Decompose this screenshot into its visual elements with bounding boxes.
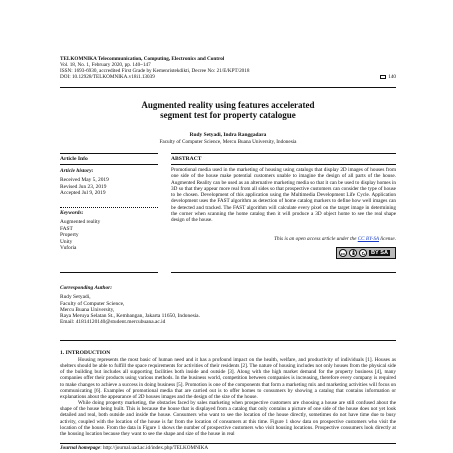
cc-icon: cc: [340, 250, 346, 256]
author-address: Raya Meruya Selatan St., Kembangan, Jakarta 11650, Indonesia.: [60, 313, 200, 320]
authors: Rudy Setyadi, Indra Ranggadara: [189, 132, 267, 138]
intro-paragraph-2: While doing property marketing, the obstacles faced by sales marketing when prospective customers are choosing a house are still confused about the shape of the house being built. This is because the house that is displayed from a catalog that only contains a picture of one side of the house does not yet look detailed and real, both outside and inside the house. Consumers who want to see the location of the house directly, sometimes do not have time due to busy activity, coupled with the location of the house is far from the location of consumers at this time. Figure 1 show data on prospective customers who visit the location of the house. From the data in Figure 1 shows the number of prospective customers who visit housing locations. Prospective consumers look directly at the housing location because they want to see the shape and size of the house in real: [60, 400, 396, 437]
article-info-heading: Article Info: [60, 156, 88, 162]
license-prefix: This is an open access article under the: [274, 236, 358, 242]
info-rule-mid: [60, 164, 158, 165]
journal-footer: [60, 445, 208, 451]
keywords-block: [60, 210, 158, 251]
abstract-rule-top: [171, 153, 396, 154]
keywords-rule: [60, 207, 158, 208]
author-name: Rudy Setyadi,: [60, 294, 91, 301]
author-dept: Faculty of Computer Science,: [60, 300, 125, 307]
journal-issn: ISSN: 1693-6930, accredited First Grade by Kemenristekdikti, Decree No: 21/E/KPT/2018: [60, 68, 250, 75]
page-number: 140: [388, 74, 396, 81]
abstract-heading: ABSTRACT: [171, 156, 202, 162]
title-line-1: Augmented reality using features accelerated: [141, 100, 315, 110]
abstract-text: Promotional media used in the marketing of housing using catalogs that display 2D images of houses from one side of the house make potential customers unable to imagine the design of all parts of the house. Augmented Reality can be used as an alternative marketing media so that it can be used to display homes in 3D so that they appear more real from all sides so that prospective customers can consider the type of house to be chosen. Development of this application using the Multimedia Development Life Cycle. Application development uses the FAST algorithm as detection of home catalog markers to define how well images can be detected and tracked. The FAST algorithm will calculate every pixel on the target image in determining the corner when scanning the home catalog then it will produce a 3D object home to see the real shape design of the house.: [171, 167, 396, 224]
header-rule: [60, 87, 396, 88]
article-history: [60, 168, 158, 197]
homepage-label: Journal homepage: [60, 445, 101, 451]
info-rule-top: [60, 153, 158, 154]
keyword: Vuforia: [60, 245, 77, 252]
author-email: Email: 41814120140@student.mercubuana.ac.id: [60, 319, 166, 326]
license-link[interactable]: CC BY-SA: [357, 236, 379, 242]
corresponding-author: [60, 285, 396, 326]
keyword: FAST: [60, 225, 73, 232]
keyword: Unity: [60, 238, 73, 245]
introduction-heading: 1. INTRODUCTION: [60, 350, 111, 356]
person-icon: [351, 250, 356, 256]
badge-label: [369, 250, 390, 256]
paper-title: [60, 100, 396, 120]
page-icon: [380, 75, 386, 79]
badge-by: BY: [371, 250, 379, 256]
license-notice: [171, 236, 396, 242]
author-univ: Mercu Buana University,: [60, 306, 115, 313]
abstract-rule-bottom: [171, 272, 396, 273]
revised-date: Revised Jun 23, 2019: [60, 183, 107, 190]
journal-header: [60, 56, 396, 80]
by-icon: [349, 249, 357, 257]
corresponding-label: Corresponding Author:: [60, 285, 113, 291]
received-date: Received May 5, 2019: [60, 177, 109, 184]
title-line-2: segment test for property catalogue: [160, 110, 296, 120]
journal-name: TELKOMNIKA Telecommunication, Computing, Electronics and Control: [60, 56, 225, 62]
journal-volume: Vol. 18, No. 1, February 2020, pp. 140~147: [60, 62, 151, 69]
page-number-group: [380, 74, 396, 80]
license-suffix: license.: [379, 236, 396, 242]
history-label: Article history:: [60, 168, 94, 174]
intro-paragraph-1: Housing represents the most basic of human need and it has a profound impact on the health, welfare, and productivity of individuals [1]. Houses as shelters should be able to fulfill the space requirements for activities of their residents [2]. The nature of housing includes not only houses from the physical side of the building but includes all supporting facilities both inside and outside [3]. Along with the high market demand for the property business [4], many companies offer their products using various methods. In the business world, competition between companies is increasing, therefore every company is required to make changes to achieve a success in doing business [5]. Promotion is one of the components that form a marketing mix and marketing activities will focus on communicating [6]. Examples of promotional media that are carried out is to offer homes to consumers by showing a catalog that contains information or explanations about the appearance of 2D houses images and the design of the size of the house.: [60, 357, 396, 400]
sa-icon: [359, 249, 367, 257]
footer-rule: [60, 443, 396, 444]
homepage-url[interactable]: : http://journal.uad.ac.id/index.php/TELKOMNIKA: [100, 445, 209, 451]
cc-license-badge[interactable]: [336, 247, 396, 259]
badge-sa: SA: [380, 250, 389, 256]
corresponding-rule: [60, 340, 396, 341]
affiliation: Faculty of Computer Science, Mercu Buana University, Indonesia: [159, 139, 297, 145]
keywords-label: Keywords:: [60, 210, 84, 216]
abstract-rule-mid: [171, 164, 396, 165]
info-rule-bottom: [60, 272, 158, 273]
keyword: Augmented reality: [60, 219, 101, 226]
keyword: Property: [60, 232, 79, 239]
journal-doi: DOI: 10.12928/TELKOMNIKA.v18i1.13039: [60, 74, 155, 81]
share-alike-icon: [361, 251, 366, 256]
introduction-body: [60, 357, 396, 437]
accepted-date: Accepted Jul 9, 2019: [60, 190, 106, 197]
